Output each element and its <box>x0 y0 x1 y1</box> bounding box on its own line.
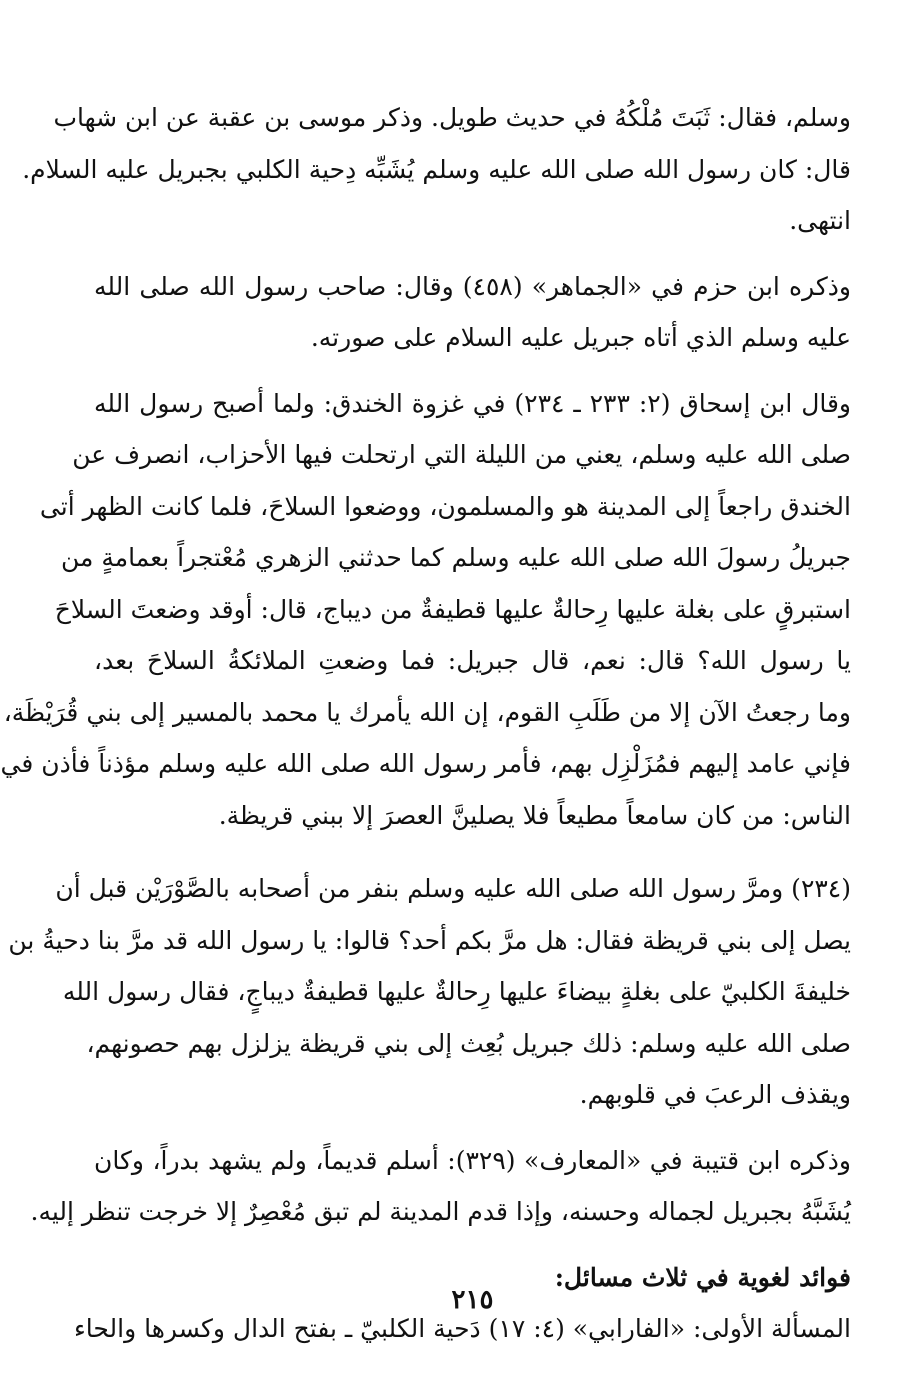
text-line: (٢٣٤) ومرَّ رسول الله صلى الله عليه وسلم بنفر من أصحابه بالصَّوْرَيْن قبل أن <box>55 874 851 903</box>
text-line: وذكره ابن قتيبة في «المعارف» (٣٢٩): أسلم قديماً، ولم يشهد بدراً، وكان <box>94 1145 851 1175</box>
text-line: صلى الله عليه وسلم: ذلك جبريل بُعِث إلى بني قريظة يزلزل بهم حصونهم، <box>86 1028 851 1058</box>
text-line: انتهى. <box>789 206 851 235</box>
text-line: استبرقٍ على بغلة عليها رِحالةٌ عليها قطيفةٌ من ديباج، قال: أوقد وضعتَ السلاحَ <box>54 594 851 624</box>
paragraph-3 <box>0 378 851 842</box>
heading-text: فوائد لغوية في ثلاث مسائل: <box>554 1262 851 1292</box>
paragraph-1 <box>22 92 851 247</box>
text-line: عليه وسلم الذي أتاه جبريل عليه السلام على صورته. <box>310 323 851 352</box>
paragraph-4 <box>8 863 851 1121</box>
text-line: يا رسول الله؟ قال: نعم، قال جبريل: فما وضعتِ الملائكةُ السلاحَ بعد، <box>94 646 851 675</box>
page-body <box>0 92 852 1355</box>
text-line: صلى الله عليه وسلم، يعني من الليلة التي ارتحلت فيها الأحزاب، انصرف عن <box>72 440 851 469</box>
text-line: الناس: من كان سامعاً مطيعاً فلا يصلينَّ العصرَ إلا ببني قريظة. <box>218 800 851 830</box>
paragraph-2 <box>94 261 851 364</box>
text-line: خليفةَ الكلبيّ على بغلةٍ بيضاءَ عليها رِحالةٌ عليها قطيفةٌ ديباجٍ، فقال رسول الله <box>62 977 851 1006</box>
text-line: الخندق راجعاً إلى المدينة هو والمسلمون، ووضعوا السلاحَ، فلما كانت الظهر أتى <box>39 491 851 521</box>
text-line: ويقذف الرعبَ في قلوبهم. <box>579 1080 851 1109</box>
text-line: وذكره ابن حزم في «الجماهر» (٤٥٨) وقال: صاحب رسول الله صلى الله <box>94 271 852 301</box>
page-number: ٢١٥ <box>451 1285 494 1315</box>
text-line: المسألة الأولى: «الفارابي» (٤: ١٧) دَحية الكلبيّ ـ بفتح الدال وكسرها والحاء <box>74 1314 851 1343</box>
text-line: قال: كان رسول الله صلى الله عليه وسلم يُشَبِّه دِحية الكلبي بجبريل عليه السلام. <box>22 154 851 184</box>
text-line: يُشَبَّهُ بجبريل لجماله وحسنه، وإذا قدم المدينة لم تبق مُعْصِرٌ إلا خرجت تنظر إليه. <box>30 1197 851 1226</box>
text-line: وما رجعتُ الآن إلا من طَلَبِ القوم، إن الله يأمرك يا محمد بالمسير إلى بني قُرَيْظَة، <box>3 697 851 727</box>
text-line: جبريلُ رسولَ الله صلى الله عليه وسلم كما حدثني الزهري مُعْتجراً بعمامةٍ من <box>60 543 851 572</box>
text-line: وقال ابن إسحاق (٢: ٢٣٣ ـ ٢٣٤) في غزوة الخندق: ولما أصبح رسول الله <box>94 388 851 418</box>
text-line: يصل إلى بني قريظة فقال: هل مرَّ بكم أحد؟ قالوا: يا رسول الله قد مرَّ بنا دحيةُ بن <box>8 925 851 955</box>
text-line: فإني عامد إليهم فمُزَلْزِل بهم، فأمر رسول الله صلى الله عليه وسلم مؤذناً فأذن في <box>0 749 851 778</box>
paragraph-5 <box>30 1135 851 1238</box>
text-line: وسلم، فقال: ثَبَتَ مُلْكُهُ في حديث طويل. وذكر موسى بن عقبة عن ابن شهاب <box>53 103 851 132</box>
